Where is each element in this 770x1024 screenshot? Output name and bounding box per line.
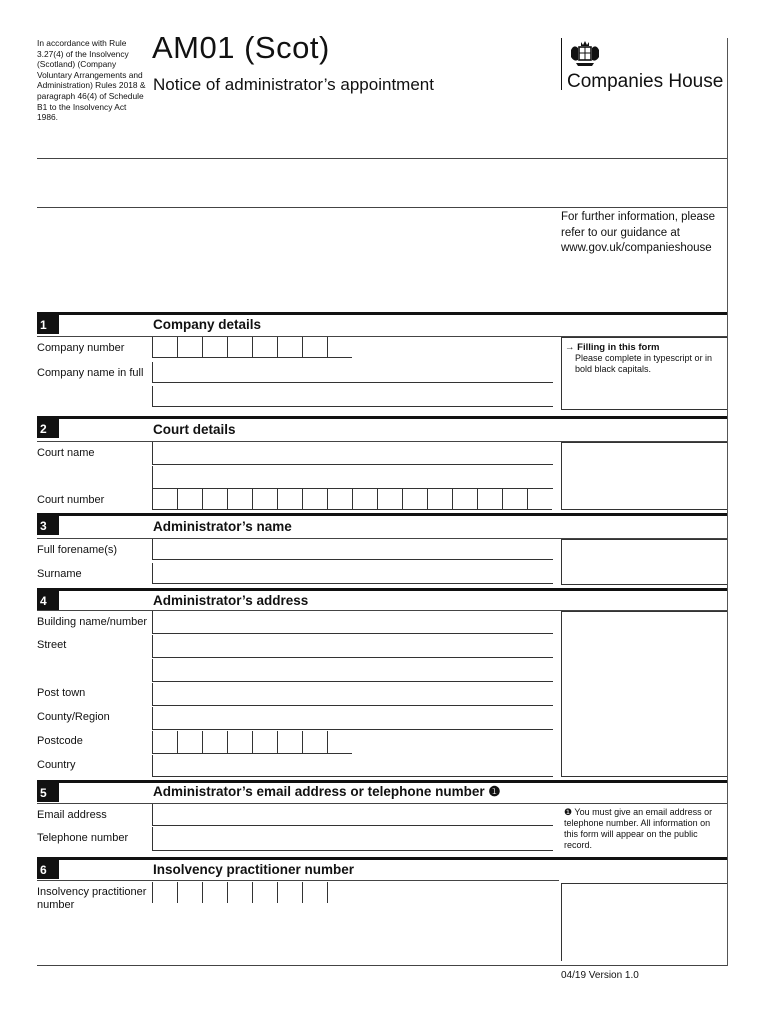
county-field[interactable] xyxy=(152,707,553,730)
country-field[interactable] xyxy=(152,755,553,777)
section-6-underline xyxy=(37,880,559,881)
filling-in-help-box xyxy=(561,337,727,410)
court-name-label: Court name xyxy=(37,447,95,459)
postcode-label: Postcode xyxy=(37,735,83,747)
email-field[interactable] xyxy=(152,804,553,826)
post-town-field[interactable] xyxy=(152,683,553,706)
county-label: County/Region xyxy=(37,711,110,723)
ip-number-boxes[interactable] xyxy=(152,882,352,903)
building-field[interactable] xyxy=(152,611,553,634)
presenter-divider xyxy=(37,207,727,208)
guidance-text: For further information, please refer to our guidance at www.gov.uk/companieshouse xyxy=(561,211,716,254)
header-divider xyxy=(37,158,727,159)
section-6-rule xyxy=(37,857,727,860)
country-label: Country xyxy=(37,759,76,771)
contact-required-note: ❶ You must give an email address or telephone number. All information on this form will appear on the public record. xyxy=(564,807,713,850)
form-code: AM01 (Scot) xyxy=(152,30,330,65)
company-name-field-line-2[interactable] xyxy=(152,386,553,407)
companies-house-logo-text: Companies House xyxy=(567,71,724,92)
section-4-rule xyxy=(37,588,727,591)
street-field-line-1[interactable] xyxy=(152,635,553,658)
section-2-title: Court details xyxy=(153,422,236,437)
section-1-title: Company details xyxy=(153,317,262,332)
royal-coat-of-arms-icon xyxy=(567,38,603,68)
company-number-label: Company number xyxy=(37,342,125,354)
section-4-title: Administrator’s address xyxy=(153,593,309,608)
section-5-rule xyxy=(37,780,727,783)
postcode-boxes[interactable] xyxy=(152,731,352,754)
footer-rule xyxy=(37,965,727,966)
street-field-line-2[interactable] xyxy=(152,659,553,682)
forenames-label: Full forename(s) xyxy=(37,544,118,556)
section-1-rule xyxy=(37,312,727,315)
surname-label: Surname xyxy=(37,568,82,580)
section-4-side-box xyxy=(561,611,727,777)
page-right-border xyxy=(727,38,728,966)
ip-number-label: Insolvency practitioner number xyxy=(37,886,147,911)
court-number-label: Court number xyxy=(37,494,105,506)
company-name-label: Company name in full xyxy=(37,367,144,379)
surname-field[interactable] xyxy=(152,563,553,584)
company-number-boxes[interactable] xyxy=(152,337,352,358)
telephone-label: Telephone number xyxy=(37,832,129,844)
section-2-rule xyxy=(37,416,727,419)
company-name-field-line-1[interactable] xyxy=(152,362,553,383)
court-number-boxes[interactable] xyxy=(152,489,552,510)
section-4-number: 4 xyxy=(37,591,59,610)
section-6-number: 6 xyxy=(37,860,59,879)
email-label: Email address xyxy=(37,809,107,821)
legal-basis-note: In accordance with Rule 3.27(4) of the Insolvency (Scotland) (Company Voluntary Arrangements and Administration) Rules 2018 & paragraph 46(4) of Schedule B1 to the Insolvency Act 1986. xyxy=(37,38,146,123)
section-3-side-box xyxy=(561,539,727,585)
section-1-number: 1 xyxy=(37,315,59,334)
section-3-title: Administrator’s name xyxy=(153,519,292,534)
section-2-number: 2 xyxy=(37,419,59,438)
form-version: 04/19 Version 1.0 xyxy=(561,970,639,981)
logo-divider xyxy=(561,38,562,90)
section-5-number: 5 xyxy=(37,783,59,802)
section-2-side-box xyxy=(561,442,727,510)
section-3-number: 3 xyxy=(37,516,59,535)
section-3-rule xyxy=(37,513,727,516)
telephone-field[interactable] xyxy=(152,827,553,851)
filling-in-help-text: Please complete in typescript or in bold black capitals. xyxy=(575,353,713,374)
section-6-title: Insolvency practitioner number xyxy=(153,862,355,877)
post-town-label: Post town xyxy=(37,687,86,699)
section-6-side-box xyxy=(561,883,727,961)
court-name-field-line-1[interactable] xyxy=(152,442,553,465)
filling-in-help-title: → Filling in this form xyxy=(565,342,660,353)
building-label: Building name/number xyxy=(37,616,148,628)
section-5-title: Administrator’s email address or telephone number ❶ xyxy=(153,784,501,799)
form-title: Notice of administrator’s appointment xyxy=(153,75,434,94)
court-name-field-line-2[interactable] xyxy=(152,466,553,489)
street-label: Street xyxy=(37,639,67,651)
forenames-field[interactable] xyxy=(152,539,553,560)
